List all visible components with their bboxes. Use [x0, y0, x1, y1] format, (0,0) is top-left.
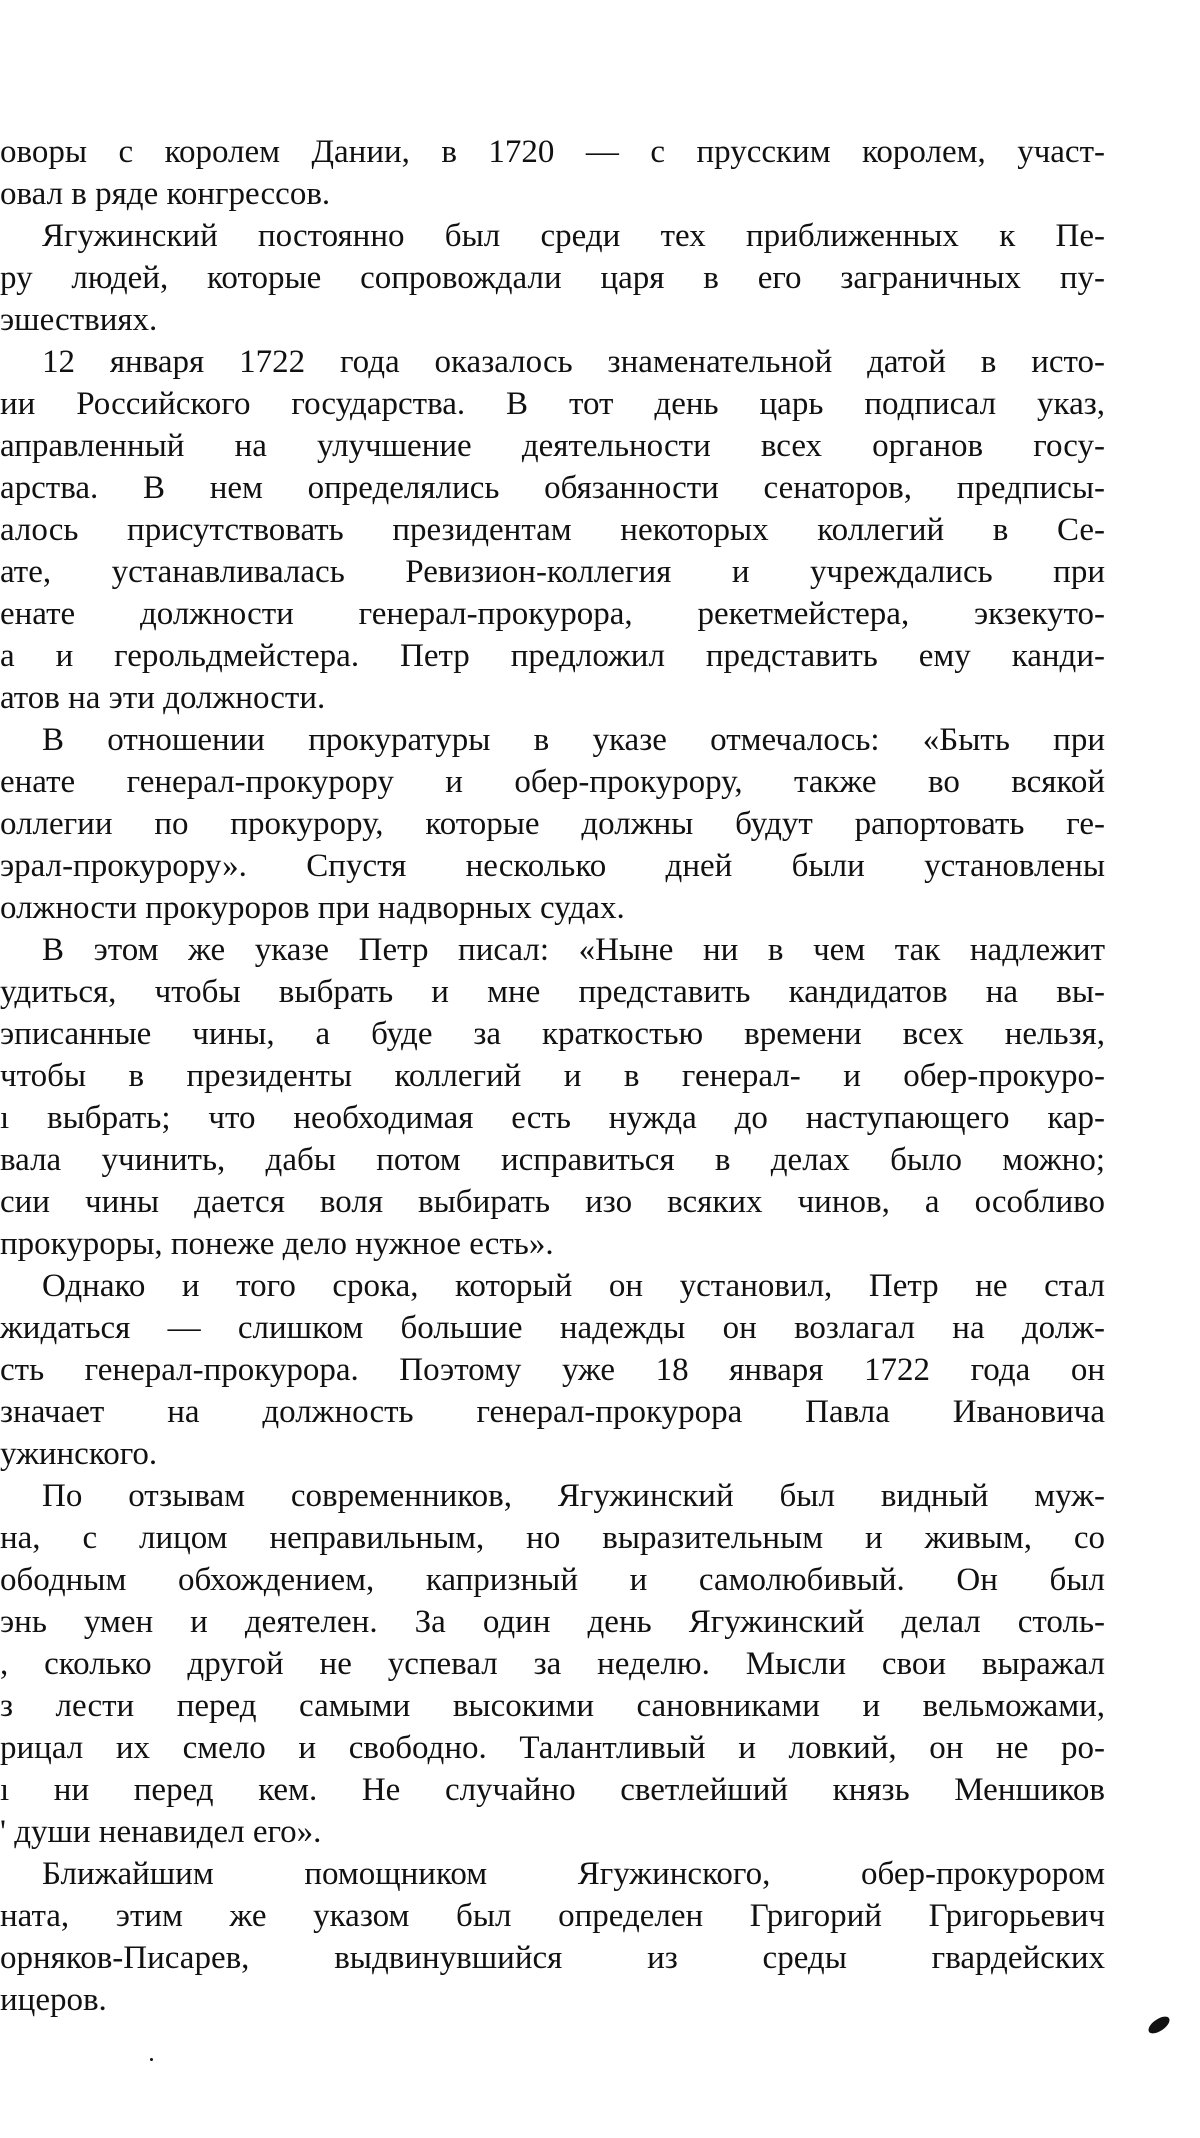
text-line: Ягужинский постоянно был среди тех приближенных к Пе- [42, 218, 1105, 254]
text-line: эрал-прокурору». Спустя несколько дней были установлены [0, 848, 1105, 884]
text-line: рицал их смело и свободно. Талантливый и ловкий, он не ро- [0, 1730, 1105, 1766]
text-line: В отношении прокуратуры в указе отмечалось: «Быть при [42, 722, 1105, 758]
text-line: вала учинить, дабы потом исправиться в делах было можно; [0, 1142, 1105, 1178]
text-line: на, с лицом неправильным, но выразительным и живым, со [0, 1520, 1105, 1556]
text-line: сии чины дается воля выбирать изо всяких чинов, а особливо [0, 1184, 1105, 1220]
text-line: эшествиях. [0, 302, 158, 338]
text-line: енате должности генерал-прокурора, рекетмейстера, экзекуто- [0, 596, 1105, 632]
text-line: енате генерал-прокурору и обер-прокурору, также во всякой [0, 764, 1105, 800]
text-line: атов на эти должности. [0, 680, 326, 716]
text-line: прокуроры, понеже дело нужное есть». [0, 1226, 554, 1262]
text-line: В этом же указе Петр писал: «Ныне ни в чем так надлежит [42, 932, 1105, 968]
text-line: ı выбрать; что необходимая есть нужда до наступающего кар- [0, 1100, 1105, 1136]
text-line: ' души ненавидел его». [0, 1814, 322, 1850]
text-line: ии Российского государства. В тот день царь подписал указ, [0, 386, 1105, 422]
text-line: удиться, чтобы выбрать и мне представить кандидатов на вы- [0, 974, 1105, 1010]
text-line: Однако и того срока, который он установил, Петр не стал [42, 1268, 1105, 1304]
text-line: оворы с королем Дании, в 1720 — с прусским королем, участ- [0, 134, 1105, 170]
text-line: сть генерал-прокурора. Поэтому уже 18 января 1722 года он [0, 1352, 1105, 1388]
text-line: аправленный на улучшение деятельности всех органов госу- [0, 428, 1105, 464]
text-line: По отзывам современников, Ягужинский был видный муж- [42, 1478, 1105, 1514]
text-line: жидаться — слишком большие надежды он возлагал на долж- [0, 1310, 1105, 1346]
text-line: арства. В нем определялись обязанности сенаторов, предписы- [0, 470, 1105, 506]
text-line: оллегии по прокурору, которые должны будут рапортовать ге- [0, 806, 1105, 842]
text-line: ı ни перед кем. Не случайно светлейший князь Меншиков [0, 1772, 1105, 1808]
text-line: значает на должность генерал-прокурора Павла Ивановича [0, 1394, 1105, 1430]
text-line: ицеров. [0, 1982, 107, 2018]
text-line: алось присутствовать президентам некоторых коллегий в Се- [0, 512, 1105, 548]
text-line: Ближайшим помощником Ягужинского, обер-прокурором [42, 1856, 1105, 1892]
text-line: ате, устанавливалась Ревизион-коллегия и учреждались при [0, 554, 1105, 590]
text-line: 12 января 1722 года оказалось знаменательной датой в исто- [42, 344, 1105, 380]
ink-blot [1146, 2014, 1173, 2036]
text-line: ободным обхождением, капризный и самолюбивый. Он был [0, 1562, 1105, 1598]
text-line: ната, этим же указом был определен Григорий Григорьевич [0, 1898, 1105, 1934]
text-line: энь умен и деятелен. За один день Ягужинский делал столь- [0, 1604, 1105, 1640]
text-line: з лести перед самыми высокими сановниками и вельможами, [0, 1688, 1105, 1724]
text-line: ру людей, которые сопровождали царя в его заграничных пу- [0, 260, 1105, 296]
text-line: эписанные чины, а буде за краткостью времени всех нельзя, [0, 1016, 1105, 1052]
text-line: чтобы в президенты коллегий и в генерал- и обер-прокуро- [0, 1058, 1105, 1094]
text-line: овал в ряде конгрессов. [0, 176, 331, 212]
text-line: орняков-Писарев, выдвинувшийся из среды гвардейских [0, 1940, 1105, 1976]
scan-speck [150, 2058, 153, 2061]
text-line: ужинского. [0, 1436, 158, 1472]
text-line: , сколько другой не успевал за неделю. Мысли свои выражал [0, 1646, 1105, 1682]
text-line: олжности прокуроров при надворных судах. [0, 890, 625, 926]
text-line: а и герольдмейстера. Петр предложил представить ему канди- [0, 638, 1105, 674]
